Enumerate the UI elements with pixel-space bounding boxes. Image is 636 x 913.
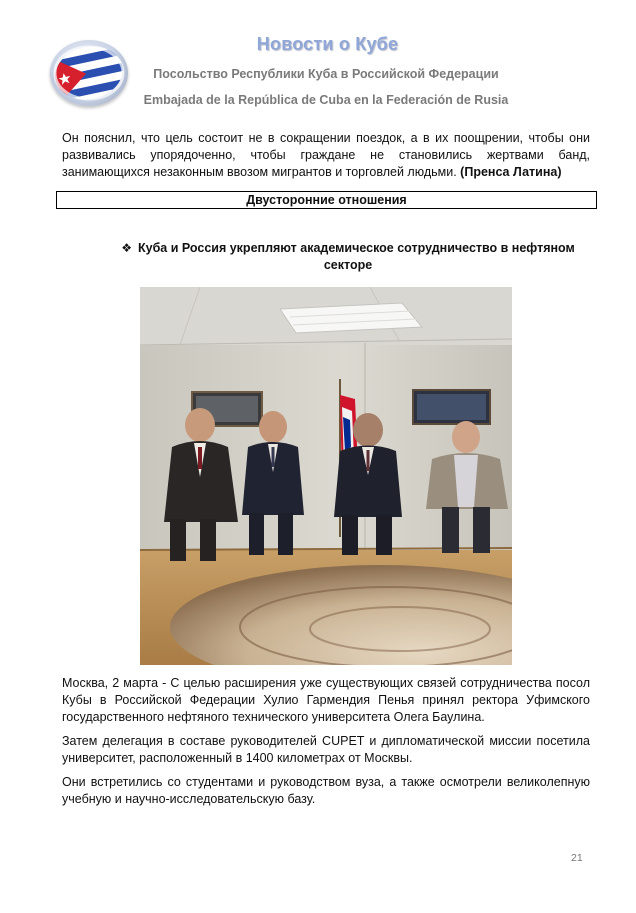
embassy-name-es: Embajada de la República de Cuba en la Federación de Rusia [143, 93, 509, 107]
article-title: Куба и Россия укрепляют академическое сотрудничество в нефтяном секторе [137, 241, 575, 272]
page-number: 21 [571, 852, 583, 864]
diamond-bullet-icon: ❖ [121, 241, 132, 255]
intro-text: Он пояснил, что цель состоит не в сокращении поездок, а в их поощрении, чтобы они развивались упорядоченно, чтобы граждане не становились жертвами банд, занимающихся незаконным ввозом мигрантов и торговлей людьми. [62, 131, 590, 179]
article-heading [100, 240, 596, 274]
intro-source: (Пренса Латина) [460, 165, 562, 179]
embassy-name-ru: Посольство Республики Куба в Российской Федерации [153, 67, 499, 81]
intro-paragraph [62, 130, 590, 181]
section-heading: Двусторонние отношения [56, 191, 597, 209]
newsletter-title: Новости о Кубе [256, 34, 399, 54]
article-paragraph: Они встретились со студентами и руководством вуза, а также осмотрели великолепную учебную и научно-исследовательскую базу. [62, 775, 590, 806]
page-header [0, 0, 636, 120]
meeting-photo [140, 287, 512, 665]
article-paragraph: Москва, 2 марта - С целью расширения уже существующих связей сотрудничества посол Кубы в Российской Федерации Хулио Гармендия Пенья принял ректора Уфимского государственного нефтяного технического университета Олега Баулина. [62, 676, 590, 724]
article-paragraph: Затем делегация в составе руководителей CUPET и дипломатической миссии посетила университет, расположенный в 1400 километрах от Москвы. [62, 734, 590, 765]
